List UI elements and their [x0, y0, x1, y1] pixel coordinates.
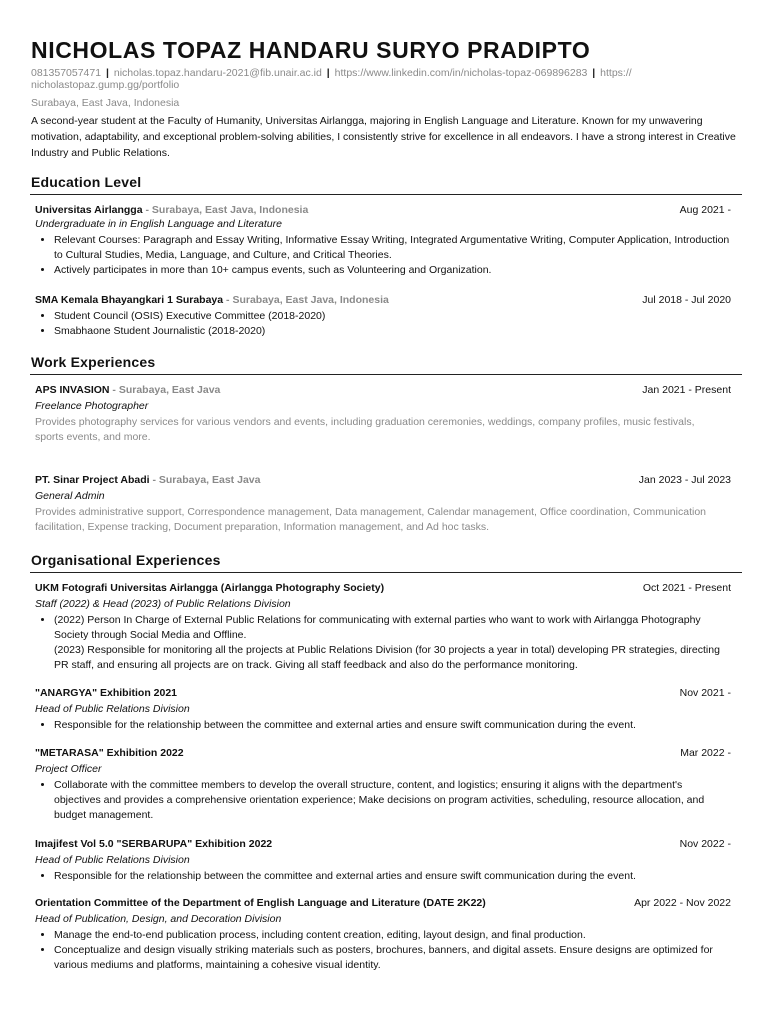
entry-org: UKM Fotografi Universitas Airlangga (Airlangga Photography Society): [35, 582, 385, 594]
separator: |: [326, 67, 330, 79]
list-item: • Collaborate with the committee members to develop the overall structure, content, and logistics; ensuring it aligns with the department's objectives and provides a comprehensive orientation experience; Make decisions on program activities, scheduling, resource allocation, and budget management.: [54, 778, 731, 823]
entry-location: - Surabaya, East Java: [109, 384, 221, 396]
entry-bullets: [35, 928, 731, 973]
entry-bullets: [35, 718, 731, 733]
entry-role: General Admin: [35, 490, 105, 502]
entry-bullets: [35, 613, 731, 673]
section-divider: [30, 374, 742, 375]
email-link[interactable]: nicholas.topaz.handaru-2021@fib.unair.ac.id: [113, 67, 322, 79]
entry-role: Undergraduate in in English Language and Literature: [35, 218, 282, 230]
list-item: • Actively participates in more than 10+ campus events, such as Volunteering and Organization.: [54, 263, 731, 278]
work-entry-2: [35, 473, 731, 535]
education-entry-2: [35, 293, 731, 339]
entry-org: SMA Kemala Bhayangkari 1 Surabaya: [35, 294, 224, 306]
entry-org: "METARASA" Exhibition 2022: [35, 747, 184, 759]
entry-role: Head of Publication, Design, and Decoration Division: [35, 913, 282, 925]
bullet-text: (2023) Responsible for monitoring all the projects at Public Relations Division (for 30 projects a year in total) developing PR strategies, directing PR staff, and ensuring all projects are on track. Giving all staff feedback and also do the performance monitoring.: [54, 644, 720, 671]
organisation-entry-1: [35, 581, 731, 673]
entry-bullets: [35, 233, 731, 278]
entry-date: Nov 2021 -: [679, 687, 731, 699]
entry-role: Head of Public Relations Division: [35, 854, 190, 866]
bullet-text: (2022) Person In Charge of External Public Relations for communicating with external parties who want to work with Airlangga Photography Society through Social Media and Offline.: [54, 614, 701, 641]
organisation-entry-4: [35, 837, 731, 884]
organisation-entry-5: [35, 896, 731, 973]
entry-bullets: [35, 309, 731, 339]
separator: |: [106, 67, 109, 79]
section-title-work: Work Experiences: [31, 354, 156, 370]
entry-location: - Surabaya, East Java, Indonesia: [223, 294, 389, 306]
entry-date: Apr 2022 - Nov 2022: [634, 897, 731, 909]
list-item: • Conceptualize and design visually striking materials such as posters, brochures, banners, and digital assets. Ensure designs are optimized for various mediums and platforms, maintaining a cohesive visual identity.: [54, 943, 731, 973]
entry-role: Project Officer: [35, 763, 102, 775]
list-item: • Responsible for the relationship between the committee and external arties and ensure swift communication during the event.: [54, 869, 731, 884]
entry-location: - Surabaya, East Java: [149, 474, 261, 486]
entry-description: sports events, and more.: [35, 431, 151, 443]
entry-role: Freelance Photographer: [35, 400, 149, 412]
entry-date: Mar 2022 -: [680, 747, 731, 759]
list-item: • Relevant Courses: Paragraph and Essay Writing, Informative Essay Writing, Integrated Argumentative Writing, Computer Application, Introduction to Cultural Studies, Media, Language, and Culture, and Critical Theories.: [54, 233, 731, 263]
organisation-entry-2: [35, 686, 731, 733]
list-item: • Manage the end-to-end publication process, including content creation, editing, layout design, and final production.: [54, 928, 731, 943]
entry-role: Head of Public Relations Division: [35, 703, 190, 715]
entry-role: Staff (2022) & Head (2023) of Public Relations Division: [35, 598, 291, 610]
list-item: [54, 613, 731, 673]
entry-date: Nov 2022 -: [679, 838, 731, 850]
entry-org: APS INVASION: [35, 384, 110, 396]
list-item: • Responsible for the relationship between the committee and external arties and ensure swift communication during the event.: [54, 718, 731, 733]
entry-date: Jan 2023 - Jul 2023: [638, 474, 731, 486]
list-item: • Smabhaone Student Journalistic (2018-2020): [54, 324, 731, 339]
section-title-education: Education Level: [31, 174, 142, 190]
education-entry-1: [35, 203, 731, 278]
contact-line: [31, 68, 736, 91]
entry-bullets: [35, 778, 731, 823]
candidate-location: Surabaya, East Java, Indonesia: [31, 97, 180, 109]
entry-org: "ANARGYA" Exhibition 2021: [35, 687, 178, 699]
separator: |: [592, 67, 596, 79]
section-divider: [30, 194, 742, 195]
organisation-entry-3: [35, 746, 731, 823]
phone-number[interactable]: 081357057471: [31, 67, 102, 79]
entry-org: Imajifest Vol 5.0 "SERBARUPA" Exhibition 2022: [35, 838, 273, 850]
entry-org: Orientation Committee of the Department of English Language and Literature (DATE 2K22): [35, 897, 486, 909]
section-title-organisation: Organisational Experiences: [31, 552, 221, 568]
entry-description: Provides photography services for various vendors and events, including graduation ceremonies, weddings, company profiles, music festivals,: [35, 416, 695, 428]
list-item: • Student Council (OSIS) Executive Committee (2018-2020): [54, 309, 731, 324]
entry-date: Oct 2021 - Present: [642, 582, 731, 594]
entry-location: - Surabaya, East Java, Indonesia: [142, 204, 309, 216]
entry-bullets: [35, 869, 731, 884]
linkedin-link[interactable]: https://www.linkedin.com/in/nicholas-topaz-069896283: [334, 67, 588, 79]
profile-summary: A second-year student at the Faculty of Humanity, Universitas Airlangga, majoring in English Language and Literature. Known for my unwavering motivation, adaptability, and exceptional problem-solving abilities, I consistently strive for excellence in all endeavors. I have a strong interest in Creative Industry and Public Relations.: [31, 115, 736, 159]
entry-description: Provides administrative support, Correspondence management, Data management, Calendar management, Office coordination, Communication facilitation, Expense tracking, Document preparation, Information management, and Ad hoc tasks.: [35, 506, 706, 533]
work-entry-1: [35, 383, 731, 445]
entry-date: Jan 2021 - Present: [642, 384, 731, 396]
candidate-name: NICHOLAS TOPAZ HANDARU SURYO PRADIPTO: [31, 37, 591, 63]
entry-org: PT. Sinar Project Abadi: [35, 474, 150, 486]
portfolio-link[interactable]: https:// nicholastopaz.gump.gg/portfolio: [31, 67, 632, 91]
entry-date: Jul 2018 - Jul 2020: [642, 294, 731, 306]
entry-org: Universitas Airlangga: [35, 204, 143, 216]
entry-date: Aug 2021 -: [679, 204, 731, 216]
section-divider: [30, 572, 742, 573]
